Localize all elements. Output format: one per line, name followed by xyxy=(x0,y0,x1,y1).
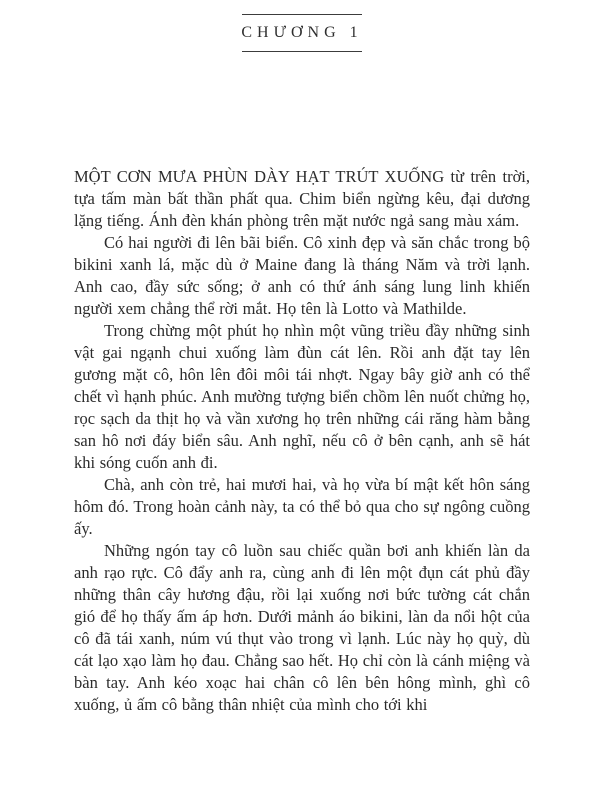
paragraph: Những ngón tay cô luồn sau chiếc quần bơi anh khiến làn da anh rạo rực. Cô đẩy anh ra, cùng anh đi lên một đụn cát phủ đầy những thân cây hương đậu, rồi lại xuống nơi bức tường cát chắn gió để họ thấy ấm áp hơn. Dưới mảnh áo bikini, làn da nổi hột của cô đã tái xanh, núm vú thụt vào trong vì lạnh. Lúc này họ quỳ, dù cát lạo xạo làm họ đau. Chẳng sao hết. Họ chỉ còn là cánh miệng và bàn tay. Anh kéo xoạc hai chân cô lên bên hông mình, ghì cô xuống, ủ ấm cô bằng thân nhiệt của mình cho tới khi xyxy=(74,541,530,714)
paragraph: Chà, anh còn trẻ, hai mươi hai, và họ vừa bí mật kết hôn sáng hôm đó. Trong hoàn cảnh này, ta có thể bỏ qua cho sự ngông cuồng ấy. xyxy=(74,475,530,538)
chapter-body xyxy=(74,166,530,716)
header-rule-bottom xyxy=(242,51,362,52)
chapter-header xyxy=(74,14,530,52)
paragraph: Trong chừng một phút họ nhìn một vũng triều đầy những sinh vật gai ngạnh chui xuống làm đùn cát lên. Rồi anh đặt tay lên gương mặt cô, hôn lên đôi môi tái nhợt. Ngay bây giờ anh có thể chết vì hạnh phúc. Anh mường tượng biển chồm lên nuốt chửng họ, rọc sạch da thịt họ và vần xương họ trên những cái răng hàm bằng san hô nơi đáy biển sâu. Anh nghĩ, nếu cô ở bên cạnh, anh sẽ hát khi sóng cuốn anh đi. xyxy=(74,321,530,472)
paragraph: MỘT CƠN MƯA PHÙN DÀY HẠT TRÚT XUỐNG từ trên trời, tựa tấm màn bất thần phất qua. Chim biển ngừng kêu, đại dương lặng tiếng. Ánh đèn khán phòng trên mặt nước ngả sang màu xám. xyxy=(74,167,530,230)
header-rule-top xyxy=(242,14,362,15)
chapter-title: CHƯƠNG 1 xyxy=(241,24,363,41)
paragraph: Có hai người đi lên bãi biển. Cô xinh đẹp và săn chắc trong bộ bikini xanh lá, mặc dù ở Maine đang là tháng Năm và trời lạnh. Anh cao, đầy sức sống; ở anh có thứ ánh sáng lung linh khiến người xem chẳng thể rời mắt. Họ tên là Lotto và Mathilde. xyxy=(74,233,530,318)
